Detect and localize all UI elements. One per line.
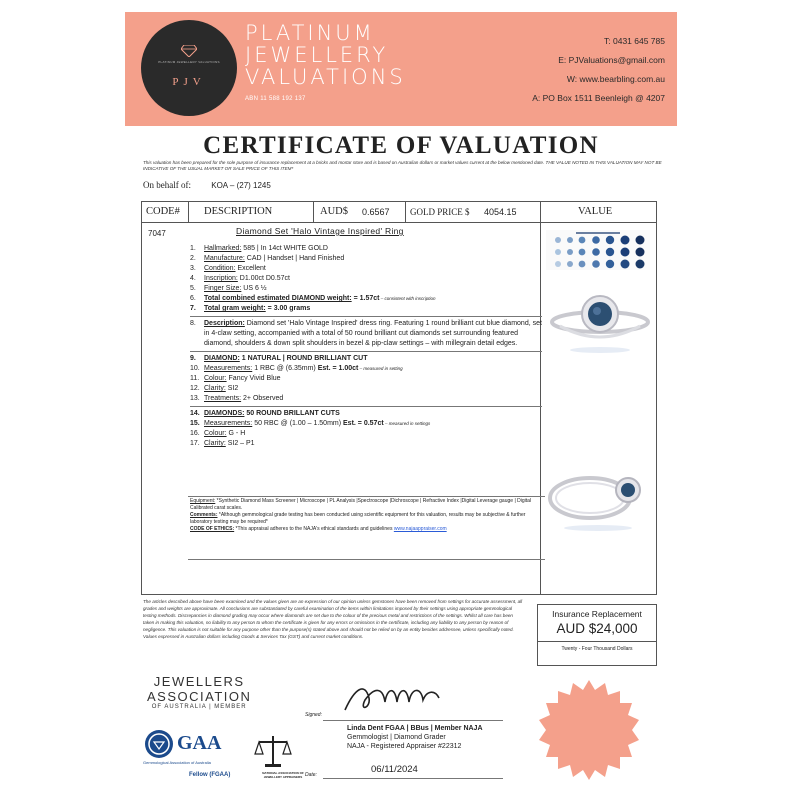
insurance-label: Insurance Replacement	[552, 609, 642, 619]
date-label: Date:	[305, 772, 317, 778]
naja-name: NATIONAL ASSOCIATION OF JEWELLERY APPRAISERS	[262, 771, 304, 779]
list-item: 2. Manufacture: CAD | Handset | Hand Finished	[190, 255, 345, 262]
gaa-fellow: Fellow (FGAA)	[189, 772, 231, 778]
abn-number: ABN 11 588 192 137	[245, 96, 306, 102]
ring-top-view-image	[550, 284, 650, 354]
list-item: 5. Finger Size: US 6 ½	[190, 285, 267, 292]
list-item: 11. Colour: Fancy Vivid Blue	[190, 375, 281, 382]
description-header: DESCRIPTION	[204, 206, 273, 217]
logo-letters: PJV	[172, 76, 206, 88]
grader-details	[347, 724, 483, 751]
list-item: 1. Hallmarked: 585 | In 14ct WHITE GOLD	[190, 245, 328, 252]
scales-icon	[253, 734, 293, 770]
contact-details	[532, 32, 665, 108]
phone: T: 0431 645 785	[604, 36, 665, 46]
gold-price-label: GOLD PRICE $	[410, 207, 470, 217]
equipment-note: Equipment: *Synthetic Diamond Mass Screener | Microscope | PL Analysis |Spectroscope |Dichroscope | Refractive Index |Digital Leverage gauge | Digital Calibrated carat scales.	[190, 498, 532, 511]
list-item: 3. Condition: Excellent	[190, 265, 266, 272]
divider	[405, 202, 406, 222]
table-header	[142, 202, 656, 223]
naja-logo	[253, 734, 304, 779]
divider	[190, 406, 542, 407]
date-line	[323, 778, 503, 779]
value-header: VALUE	[578, 206, 613, 217]
comments-note: Comments: *Although gemmological grade testing has been conducted using scientific equipment for this valuation, results may be subjective & further laboratory testing may be required*	[190, 512, 526, 525]
brand-line-3: VALUATIONS	[245, 65, 406, 89]
list-item: 9. DIAMOND: 1 NATURAL | ROUND BRILLIANT CUT	[190, 355, 368, 362]
list-item: 12. Clarity: SI2	[190, 385, 239, 392]
website[interactable]: W: www.bearbling.com.au	[566, 74, 665, 84]
list-item: 7. Total gram weight: = 3.00 grams	[190, 305, 311, 312]
gaa-abbr: GAA	[177, 732, 222, 754]
notes	[190, 498, 542, 533]
intro-text: This valuation has been prepared for the sole purpose of insurance replacement at a bricks and mortar store and is based on Australian dollars or market values current at the below mentioned date. THE VALUE NOTED IN THIS VALUATION MAY NOT BE INDICATIVE OF THE USUAL MARKET OR SALE PRICE OF THIS ITEM*	[143, 160, 662, 171]
certificate-page	[125, 12, 677, 792]
page-title: CERTIFICATE OF VALUATION	[203, 132, 599, 159]
wax-seal-icon	[537, 678, 641, 782]
list-item: 10. Measurements: 1 RBC @ (6.35mm) Est. = 1.00ct – measured in setting	[190, 365, 403, 372]
value-column	[540, 222, 656, 594]
email[interactable]: E: PJValuations@gmail.com	[558, 55, 665, 65]
grader-reg: NAJA - Registered Appraiser #22312	[347, 743, 462, 750]
list-item: 6. Total combined estimated DIAMOND weight: = 1.57ct – consistent with inscription	[190, 295, 436, 302]
gold-price-value: 4054.15	[484, 207, 517, 217]
brand-name	[245, 22, 445, 88]
on-behalf-of	[143, 180, 271, 190]
gaa-emblem-icon	[145, 730, 173, 758]
gaa-name: Gemmological Association of Australia	[143, 760, 211, 765]
date-value: 06/11/2024	[371, 764, 418, 775]
logo-ring-text: PLATINUM JEWELLERY VALUATIONS	[158, 60, 220, 64]
company-logo	[141, 20, 237, 116]
code-header: CODE#	[146, 206, 180, 217]
insurance-words: Twenty - Four Thousand Dollars	[538, 641, 656, 652]
list-item: 16. Colour: G - H	[190, 430, 246, 437]
ring-side-view-image	[546, 458, 650, 534]
divider	[188, 202, 189, 222]
behalf-value: KOA – (27) 1245	[211, 181, 271, 190]
disclaimer-text: The articles described above have been examined and the values given are an expression of our opinion unless gemstones have been removed from settings for accurate assessment, all grades and weights are approximate. All conclusions are substantiated by careful examination of the items within limitations imposed by their settings using appropriate gemmological testing methods. Discrepancies in diamond grading may occur where diamonds are set due to the colour of the precious metal and restrictions of the settings. Whilst all care has been taken in making this valuation, no liability to any person to whom the certificate is given for any errors or omissions in the certificate, including any liability to any person by reason of negligence. This valuation is not suitable for any purpose other than the purpose(s) stated above and should not be relied on by an entity besides addressee, unless specifically noted. Values expressed in Australian dollars including Goods & Services Tax (GST) and current market conditions.	[143, 599, 523, 639]
signed-label: Signed:	[305, 712, 322, 718]
aud-label: AUD$	[320, 206, 348, 217]
diamond-icon	[181, 45, 197, 57]
signature-image	[335, 678, 455, 718]
list-item: 15. Measurements: 50 RBC @ (1.00 – 1.50mm) Est. = 0.57ct – measured in settings	[190, 420, 431, 427]
diamond-colour-chart	[546, 230, 650, 270]
grader-role: Gemmologist | Diamond Grader	[347, 734, 446, 741]
list-item: 14. DIAMONDS: 50 ROUND BRILLANT CUTS	[190, 410, 340, 417]
behalf-label: On behalf of:	[143, 180, 191, 190]
aud-value: 0.6567	[362, 207, 390, 217]
brand-line-1: PLATINUM	[245, 21, 375, 45]
insurance-box	[537, 604, 657, 666]
grader-name: Linda Dent FGAA | BBus | Member NAJA	[347, 725, 483, 732]
naja-link[interactable]: www.najaappraiser.com	[393, 526, 447, 532]
brand-line-2: JEWELLERY	[245, 43, 389, 67]
divider	[190, 316, 542, 317]
item-details	[190, 244, 542, 449]
list-item: 13. Treatments: 2+ Observed	[190, 395, 284, 402]
valuation-table	[141, 201, 657, 595]
list-item: 4. Inscription: D1.00ct D0.57ct	[190, 275, 290, 282]
item-title: Diamond Set 'Halo Vintage Inspired' Ring	[236, 226, 404, 236]
item-code: 7047	[148, 229, 166, 238]
list-item: 17. Clarity: SI2 – P1	[190, 440, 255, 447]
divider	[190, 351, 542, 352]
ethics-note: CODE OF ETHICS: *This appraisal adheres to the NAJA's ethical standards and guidelines www.najaappraiser.com	[190, 526, 447, 532]
jewellers-association-logo: JEWELLERS ASSOCIATION OF AUSTRALIA | MEMBER	[147, 674, 252, 710]
insurance-amount: AUD $24,000	[556, 621, 638, 636]
header-banner	[125, 12, 677, 126]
list-item: 8. Description: Diamond set 'Halo Vintage Inspired' dress ring. Featuring 1 round brilliant cut blue diamond, set in 4-claw setting, accompanied with a total of 50 round brilliant cut diamonds set surrounding featured diamond, shoulders & down split shoulders in bezel & pip-claw settings – with millegrain detail edges.	[190, 320, 542, 347]
address: A: PO Box 1511 Beenleigh @ 4207	[532, 93, 665, 103]
signature-line	[323, 720, 503, 721]
divider	[313, 202, 314, 222]
